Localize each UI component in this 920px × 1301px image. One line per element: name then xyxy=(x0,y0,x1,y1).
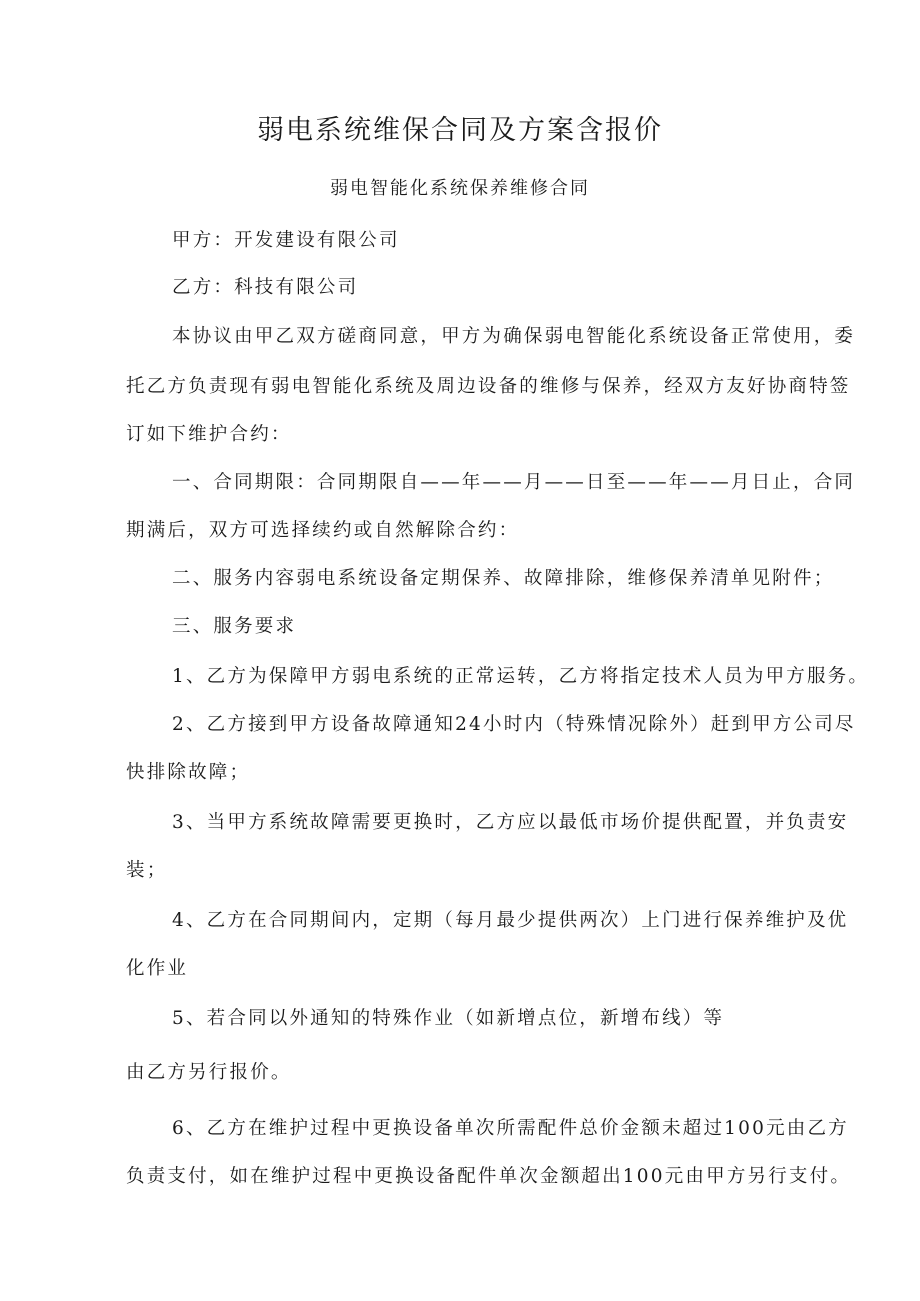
item-6-line-1: 6、乙方在维护过程中更换设备单次所需配件总价金额未超过100元由乙方 xyxy=(172,1118,849,1139)
document-title: 弱电系统维保合同及方案含报价 xyxy=(257,115,663,146)
clause-1-line-1: 一、合同期限：合同期限自——年——月——日至——年——月日止，合同 xyxy=(172,472,856,493)
item-3-line-2: 装； xyxy=(126,860,168,881)
intro-paragraph-line-3: 订如下维护合约： xyxy=(126,424,292,445)
clause-2-line: 二、服务内容弱电系统设备定期保养、故障排除，维修保养清单见附件； xyxy=(172,568,835,589)
item-5-line-1: 5、若合同以外通知的特殊作业（如新增点位，新增布线）等 xyxy=(172,1008,725,1029)
item-2-line-1: 2、乙方接到甲方设备故障通知24小时内（特殊情况除外）赶到甲方公司尽 xyxy=(172,714,856,735)
item-6-line-2: 负责支付，如在维护过程中更换设备配件单次金额超出100元由甲方另行支付。 xyxy=(126,1166,852,1187)
item-1-line: 1、乙方为保障甲方弱电系统的正常运转，乙方将指定技术人员为甲方服务。 xyxy=(172,666,870,687)
clause-1-line-2: 期满后，双方可选择续约或自然解除合约： xyxy=(126,520,520,541)
contract-subtitle: 弱电智能化系统保养维修合同 xyxy=(330,178,590,199)
item-4-line-1: 4、乙方在合同期间内，定期（每月最少提供两次）上门进行保养维护及优 xyxy=(172,910,849,931)
item-5-line-2: 由乙方另行报价。 xyxy=(126,1062,292,1083)
item-3-line-1: 3、当甲方系统故障需要更换时，乙方应以最低市场价提供配置，并负责安 xyxy=(172,812,849,833)
party-b-line: 乙方：科技有限公司 xyxy=(172,277,359,298)
party-a-line: 甲方：开发建设有限公司 xyxy=(172,230,400,251)
clause-3-heading: 三、服务要求 xyxy=(172,616,297,637)
intro-paragraph-line-1: 本协议由甲乙双方磋商同意，甲方为确保弱电智能化系统设备正常使用，委 xyxy=(172,326,856,347)
intro-paragraph-line-2: 托乙方负责现有弱电智能化系统及周边设备的维修与保养，经双方友好协商特签 xyxy=(126,376,851,397)
item-2-line-2: 快排除故障； xyxy=(126,762,251,783)
item-4-line-2: 化作业 xyxy=(126,958,189,979)
